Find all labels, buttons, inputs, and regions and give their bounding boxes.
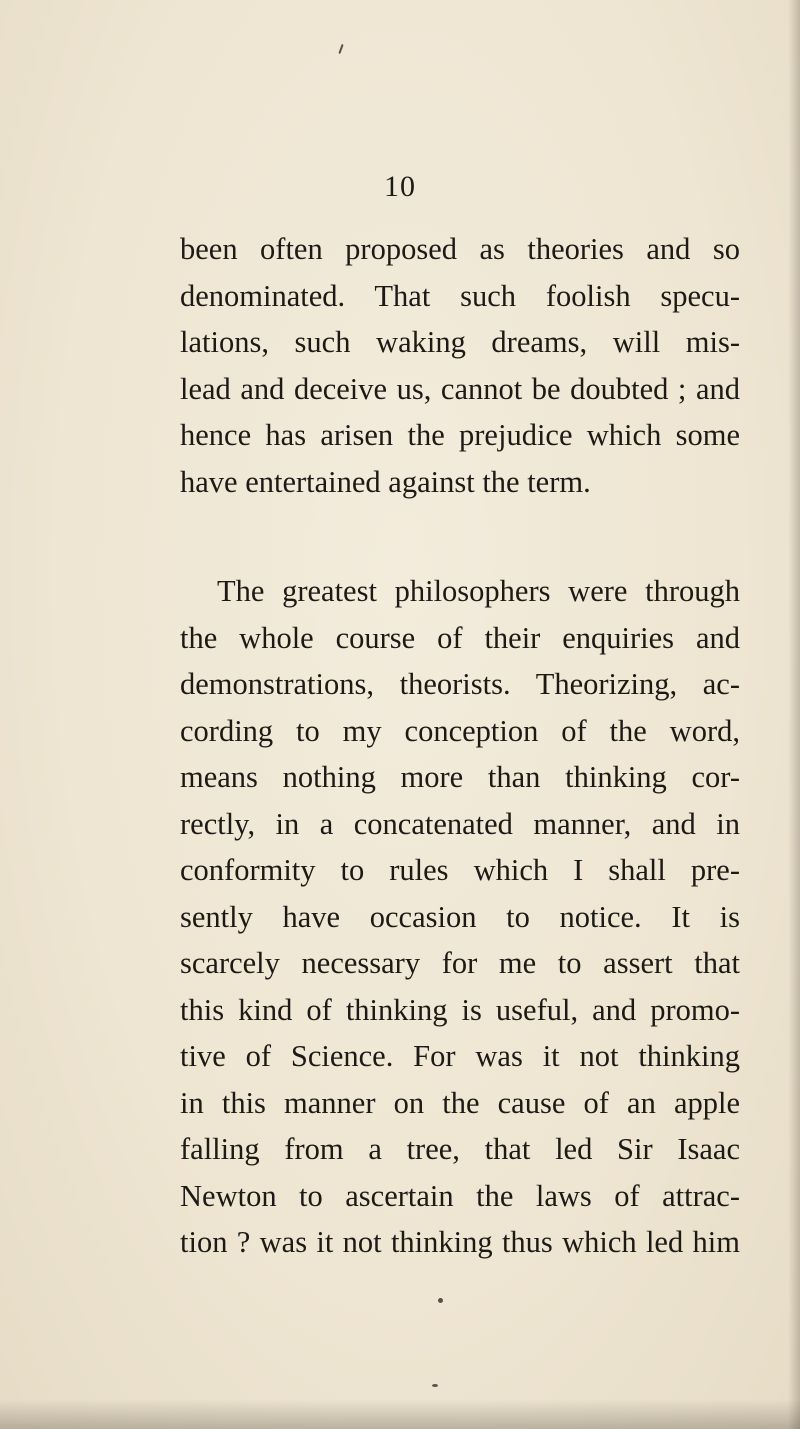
page-bottom-shadow xyxy=(0,1399,800,1429)
text-line: rectly, in a concatenated manner, and in xyxy=(180,806,740,841)
paragraph-gap xyxy=(180,505,740,568)
text-line: have entertained against the term. xyxy=(180,464,591,499)
text-line: means nothing more than thinking cor- xyxy=(180,760,740,794)
ink-speck xyxy=(338,44,343,54)
text-line: sently have occasion to notice. It is xyxy=(180,899,740,934)
text-line: hence has arisen the prejudice which some xyxy=(180,418,740,452)
ink-speck xyxy=(438,1298,443,1303)
text-line: The greatest philosophers were through xyxy=(217,574,740,608)
text-line: demonstrations, theorists. Theorizing, ac- xyxy=(180,667,740,701)
text-line: conformity to rules which I shall pre- xyxy=(180,853,740,887)
text-line: tion ? was it not thinking thus which led him xyxy=(180,1225,740,1259)
text-line: denominated. That such foolish specu- xyxy=(180,278,740,313)
text-line: tive of Science. For was it not thinking xyxy=(180,1039,740,1073)
body-text xyxy=(180,226,740,1266)
page-edge-shadow xyxy=(788,0,800,1429)
text-line: cording to my conception of the word, xyxy=(180,713,740,748)
text-line: lations, such waking dreams, will mis- xyxy=(180,325,740,359)
text-line: this kind of thinking is useful, and promo- xyxy=(180,992,740,1027)
ink-speck xyxy=(432,1384,438,1387)
text-line: in this manner on the cause of an apple xyxy=(180,1085,740,1120)
text-line: lead and deceive us, cannot be doubted ; and xyxy=(180,371,740,406)
page-number: 10 xyxy=(384,170,416,203)
text-line: falling from a tree, that led Sir Isaac xyxy=(180,1132,740,1166)
text-line: scarcely necessary for me to assert that xyxy=(180,946,740,980)
text-line: the whole course of their enquiries and xyxy=(180,620,740,655)
text-line: been often proposed as theories and so xyxy=(180,232,740,266)
text-line: Newton to ascertain the laws of attrac- xyxy=(180,1178,740,1213)
